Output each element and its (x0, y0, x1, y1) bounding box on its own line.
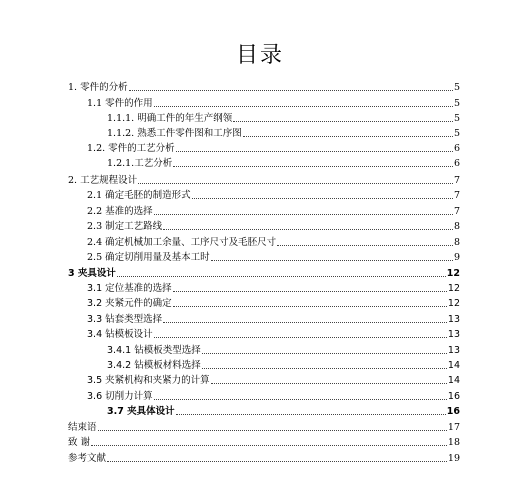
toc-leader (192, 198, 453, 199)
toc-entry-3-7[interactable] (107, 404, 460, 418)
toc-leader (138, 183, 453, 184)
toc-entry-label: 1.2.1.工艺分析 (107, 158, 173, 169)
toc-entry-label: 1.1 零件的作用 (87, 98, 153, 109)
toc-entry-page: 9 (453, 252, 460, 263)
toc-leader (154, 214, 453, 215)
toc-leader (154, 337, 447, 338)
toc-leader (154, 106, 453, 107)
toc-entry-label: 2.2 基准的选择 (87, 206, 153, 217)
toc-entry-3-5[interactable] (87, 373, 460, 387)
toc-entry-page: 12 (447, 283, 460, 294)
toc-title: 目录 (235, 43, 284, 68)
toc-entry-page: 8 (453, 237, 460, 248)
toc-entry-1-1-2[interactable] (107, 126, 460, 140)
toc-entry-2-4[interactable] (87, 235, 460, 249)
toc-leader (173, 166, 453, 167)
toc-entry-1-2[interactable] (87, 141, 460, 155)
toc-entry-page: 6 (453, 158, 460, 169)
toc-entry-page: 5 (453, 82, 460, 93)
toc-entry-label: 1. 零件的分析 (68, 82, 128, 93)
toc-leader (117, 276, 446, 277)
toc-entry-2-2[interactable] (87, 204, 460, 218)
toc-entry-label: 3 夹具设计 (68, 268, 116, 279)
toc-entry-label: 1.1.1. 明确工件的年生产纲领 (107, 113, 233, 124)
toc-leader (91, 445, 447, 446)
toc-entry-label: 3.6 切削力计算 (87, 391, 153, 402)
toc-entry-2-5[interactable] (87, 250, 460, 264)
toc-entry-label: 3.5 夹紧机构和夹紧力的计算 (87, 375, 210, 386)
toc-entry-page: 5 (453, 98, 460, 109)
toc-entry-2-1[interactable] (87, 188, 460, 202)
toc-entry-page: 8 (453, 221, 460, 232)
toc-entry-3[interactable] (68, 266, 460, 280)
toc-entry-page: 7 (453, 175, 460, 186)
toc-entry-page: 16 (447, 391, 460, 402)
toc-entry-1[interactable] (68, 80, 460, 94)
toc-entry-1-2-1[interactable] (107, 156, 460, 170)
toc-entry-2[interactable] (68, 173, 460, 187)
toc-entry-label: 3.2 夹紧元件的确定 (87, 298, 172, 309)
toc-entry-3-2[interactable] (87, 296, 460, 310)
toc-leader (202, 353, 447, 354)
toc-entry-label: 2.3 制定工艺路线 (87, 221, 163, 232)
toc-entry-label: 3.4 钻模板设计 (87, 329, 153, 340)
toc-leader (233, 121, 453, 122)
toc-entry-label: 参考文献 (68, 453, 107, 464)
toc-leader (243, 136, 453, 137)
toc-leader (176, 414, 446, 415)
toc-leader (98, 430, 447, 431)
toc-entry-page: 13 (447, 329, 460, 340)
toc-entry-3-3[interactable] (87, 312, 460, 326)
toc-leader (211, 260, 453, 261)
toc-leader (202, 368, 447, 369)
toc-entry-page: 5 (453, 128, 460, 139)
toc-leader (107, 461, 447, 462)
toc-entry-page: 12 (446, 268, 460, 279)
toc-entry-conclusion[interactable] (68, 420, 460, 434)
toc-entry-page: 7 (453, 190, 460, 201)
toc-entry-page: 12 (447, 298, 460, 309)
toc-entry-page: 19 (447, 453, 460, 464)
toc-entry-label: 2.5 确定切削用量及基本工时 (87, 252, 210, 263)
toc-entry-label: 3.1 定位基准的选择 (87, 283, 172, 294)
toc-entry-page: 14 (447, 375, 460, 386)
toc-leader (173, 291, 447, 292)
toc-entry-page: 13 (447, 314, 460, 325)
toc-entry-label: 1.2. 零件的工艺分析 (87, 143, 175, 154)
toc-entry-page: 6 (453, 143, 460, 154)
toc-entry-label: 3.7 夹具体设计 (107, 406, 175, 417)
toc-entry-page: 18 (447, 437, 460, 448)
toc-entry-2-3[interactable] (87, 219, 460, 233)
toc-leader (129, 90, 453, 91)
toc-entry-acknowledgement[interactable] (68, 435, 460, 449)
toc-entry-page: 16 (446, 406, 460, 417)
toc-leader (173, 306, 447, 307)
toc-leader (163, 322, 447, 323)
toc-entry-3-4-2[interactable] (107, 358, 460, 372)
toc-entry-page: 7 (453, 206, 460, 217)
toc-leader (176, 151, 453, 152)
toc-entry-1-1-1[interactable] (107, 111, 460, 125)
toc-entry-label: 3.3 钻套类型选择 (87, 314, 163, 325)
toc-entry-label: 2.4 确定机械加工余量、工序尺寸及毛胚尺寸 (87, 237, 277, 248)
toc-leader (163, 229, 453, 230)
toc-entry-page: 13 (447, 345, 460, 356)
toc-entry-label: 3.4.2 钻模板材料选择 (107, 360, 201, 371)
toc-entry-label: 2.1 确定毛胚的制造形式 (87, 190, 191, 201)
toc-entry-page: 14 (447, 360, 460, 371)
toc-entry-1-1[interactable] (87, 96, 460, 110)
toc-entry-label: 1.1.2. 熟悉工件零件图和工序图 (107, 128, 242, 139)
toc-entry-3-4-1[interactable] (107, 343, 460, 357)
toc-entry-label: 致 谢 (68, 437, 91, 448)
toc-entry-3-4[interactable] (87, 327, 460, 341)
toc-leader (154, 399, 447, 400)
toc-entry-page: 17 (447, 422, 460, 433)
toc-leader (211, 383, 447, 384)
toc-entry-label: 结束语 (68, 422, 97, 433)
toc-entry-3-1[interactable] (87, 281, 460, 295)
toc-entry-label: 3.4.1 钻模板类型选择 (107, 345, 201, 356)
toc-entry-page: 5 (453, 113, 460, 124)
toc-entry-3-6[interactable] (87, 389, 460, 403)
toc-entry-label: 2. 工艺规程设计 (68, 175, 138, 186)
toc-leader (277, 245, 453, 246)
toc-entry-references[interactable] (68, 451, 460, 465)
